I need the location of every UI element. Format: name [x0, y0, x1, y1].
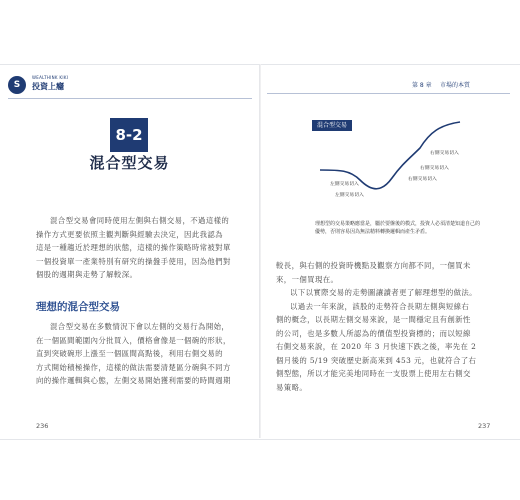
paragraph-line: 這是一種趨近於理想的狀態，這樣的操作策略時常被對單: [36, 243, 231, 252]
brand-chinese-name: 投資上癮: [32, 81, 64, 91]
paragraph-line: 個股的週期與走勢了解較深。: [36, 270, 138, 279]
paragraph-line: 方式開始積極操作，這樣的做法需要清楚區分碗與不同方: [36, 362, 231, 372]
label-left-entry-2: 左側交易切入: [335, 193, 364, 198]
brand-logo-icon: S: [8, 76, 26, 94]
paragraph-line: 的公司，也是多數人所認為的價值型投資標的；而以短線: [276, 328, 471, 338]
brand-english-name: WEALTHINK KIKI: [32, 75, 69, 80]
section-title: 理想的混合型交易: [36, 301, 120, 313]
label-right-entry-3: 右側交易切入: [430, 151, 459, 156]
caption-line: 優勢，否則容易因為無法精料轉換邏輯而產生矛盾。: [315, 229, 431, 235]
paragraph-line: 以過去一年來說，該股的走勢符合長期左側與短線右: [290, 301, 470, 311]
label-left-entry-1: 左側交易切入: [330, 182, 359, 187]
paragraph-line: 來，一個買現在。: [276, 274, 339, 284]
chapter-number-badge: 8-2: [110, 118, 148, 152]
chapter-header-title: 市場的本質: [440, 82, 471, 89]
label-right-entry-1: 右側交易切入: [408, 177, 437, 182]
paragraph-line: 較長，與右側的投資時機點及觀察方向都不同，一個買未: [276, 261, 471, 270]
paragraph-line: 直到突破碗形上漲至一個區間高點後，利用右側交易的: [36, 349, 223, 358]
chart-tag: 混合型交易: [312, 120, 352, 131]
chapter-header-number: 第 8 章: [412, 82, 432, 89]
chart-caption: [315, 220, 480, 236]
paragraph-line: 易策略。: [276, 382, 308, 392]
paragraph-line: 操作方式更要依照主觀判斷與經驗去決定，因此我認為: [36, 229, 223, 239]
paragraph-line: 混合型交易在多數情況下會以左側的交易行為開始，: [50, 322, 230, 331]
paragraph-line: 側的概念，以長期左側交易來說，是一間穩定且有創新性: [276, 315, 471, 324]
paragraph-line: 個月後的 5/19 突破歷史新高來到 453 元，也就符合了右: [276, 355, 477, 365]
paragraph-line: 在一個區間範圍內分批買入，價格會像是一個碗的形狀，: [36, 335, 231, 345]
paragraph-line: 以下以實際交易的走勢圖讓讀者更了解理想型的做法。: [290, 288, 477, 297]
page-number-left: 236: [36, 422, 49, 430]
caption-line: 理想型的交易策略應當是，屬於要盤後的模式，投資人必須清楚知道自己的: [315, 221, 481, 227]
paragraph-line: 一個投資單一產業特別有研究的操盤手使用，因為他們對: [36, 256, 231, 266]
paragraph-line: 右側交易來說，在 2020 年 3 月快速下跌之後，率先在 2: [276, 342, 477, 351]
paragraph-line: 向的操作邏輯與心態，左側交易開始獲利需要的時間週期: [36, 376, 231, 385]
right-body-paragraph: [276, 259, 477, 394]
paragraph-line: 混合型交易會同時使用左側與右側交易，不過這樣的: [50, 216, 230, 225]
paragraph-line: 側型態，所以才能完美地同時在一支股票上使用左右側交: [276, 369, 471, 378]
page-number-right: 237: [478, 422, 491, 430]
chapter-title: 混合型交易: [89, 154, 170, 172]
label-right-entry-2: 右側交易切入: [420, 166, 449, 171]
